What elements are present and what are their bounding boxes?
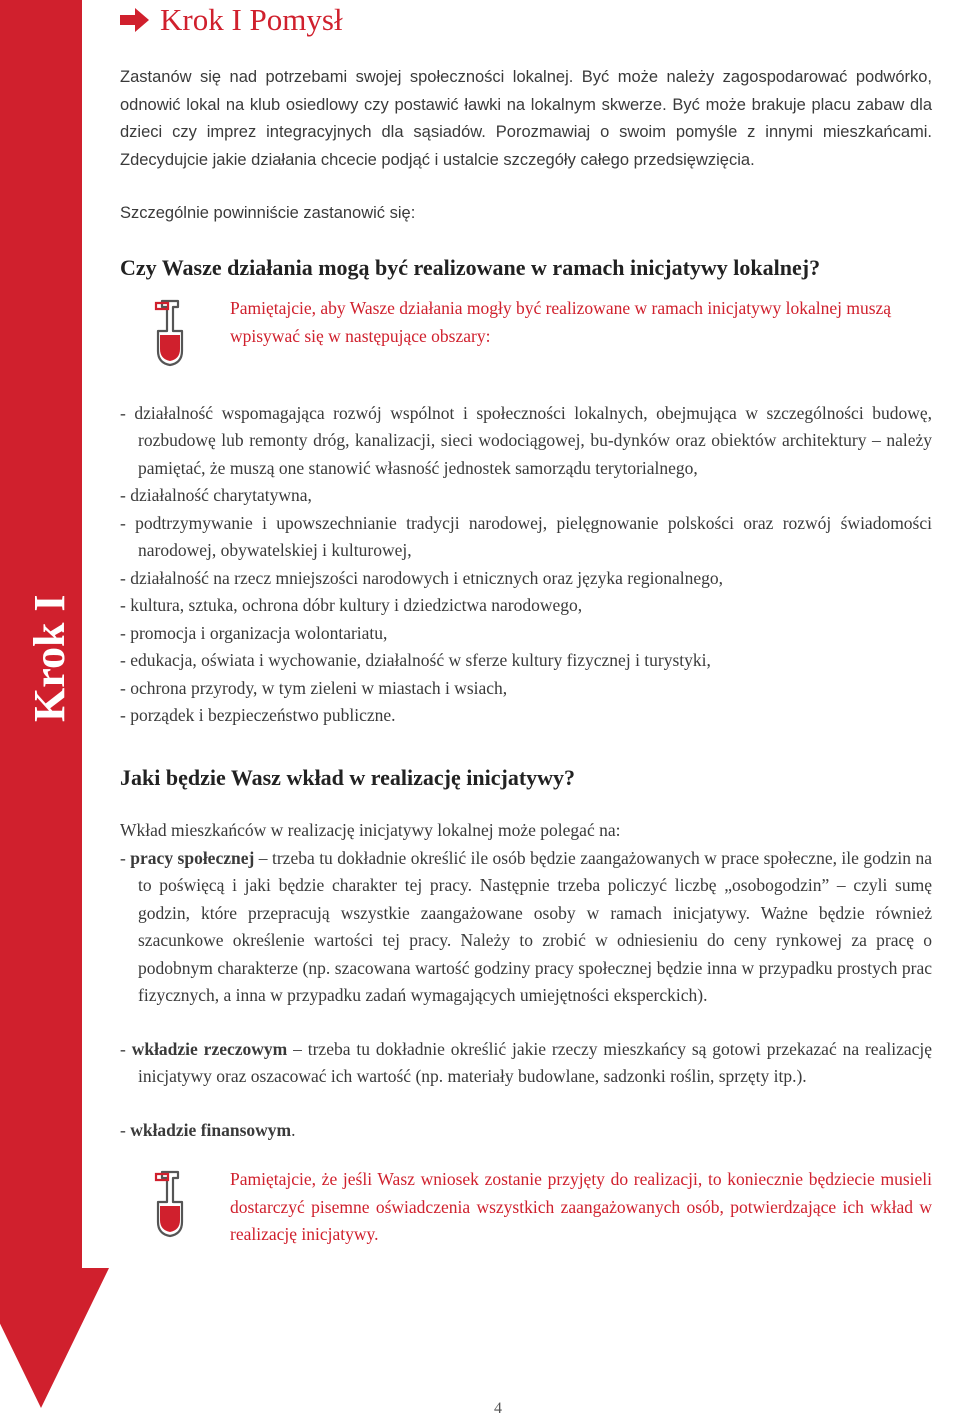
side-step-label: Krok I (25, 594, 74, 722)
contrib-desc: – trzeba tu dokładnie określić jakie rzeczy mieszkańcy są gotowi przekazać na realizację inicjatywy oraz oszacować ich wartość (np. materiały budowlane, sadzonki roślin, sprzęty itp.). (138, 1038, 932, 1086)
page-number: 4 (494, 1400, 502, 1417)
page-header (120, 2, 343, 38)
question-heading-2: Jaki będzie Wasz wkład w realizację inicjatywy? (120, 764, 576, 790)
contrib-term: wkładzie finansowym (130, 1119, 292, 1140)
contrib-term: pracy społecznej (130, 847, 255, 868)
contrib-intro: Wkład mieszkańców w realizację inicjatywy lokalnej może polegać na: (120, 820, 621, 840)
areas-list-item: - kultura, sztuka, ochrona dóbr kultury i dziedzictwa narodowego, (120, 592, 932, 620)
areas-list-item: - edukacja, oświata i wychowanie, działalność w sferze kultury fizycznej i turystyki, (120, 647, 932, 675)
contrib-prefix: - (120, 1119, 131, 1140)
consider-text: Szczególnie powinniście zastanowić się: (120, 204, 416, 222)
areas-list-item: - porządek i bezpieczeństwo publiczne. (120, 702, 932, 730)
areas-list-item: - promocja i organizacja wolontariatu, (120, 620, 932, 648)
main-content (120, 64, 932, 1249)
note-text-2: Pamiętajcie, że jeśli Wasz wniosek zostanie przyjęty do realizacji, to koniecznie będziecie musieli dostarczyć pisemne oświadczenia wszystkich zaangażowanych osób, potwierdzające ich wkład w realizację inicjatywy. (230, 1169, 932, 1244)
contrib-item-3 (120, 1117, 932, 1145)
contrib-item-2 (120, 1036, 932, 1091)
intro-line-2: brakuje placu zabaw dla dzieci czy imprez integracyjnych dla sąsiadów. Porozmawiaj o swoim pomyśle z innymi mieszkańcami. (120, 95, 933, 141)
areas-list (120, 400, 932, 730)
contrib-desc: . (291, 1119, 296, 1140)
contrib-prefix: - (120, 847, 131, 868)
contrib-prefix: - (120, 1038, 132, 1059)
page-title: Krok I Pomysł (160, 2, 343, 37)
intro-line-3: Zdecydujcie jakie działania chcecie podjąć i ustalcie szczegóły całego przedsięwzięcia. (120, 150, 755, 169)
areas-list-item: - ochrona przyrody, w tym zieleni w miastach i wsiach, (120, 675, 932, 703)
areas-list-item: - działalność na rzecz mniejszości narodowych i etnicznych oraz języka regionalnego, (120, 565, 932, 593)
areas-list-item: - działalność charytatywna, (120, 482, 932, 510)
intro-line-1: Zastanów się nad potrzebami swojej społeczności lokalnej. Być może należy zagospodarować podwórko, odnowić lokal na klub osiedlowy czy postawić ławki na lokalnym skwerze. Być może (120, 68, 932, 114)
areas-list-item: - działalność wspomagająca rozwój wspólnot i społeczności lokalnych, obejmująca w szczególności budowę, rozbudowę lub remonty dróg, kanalizacji, sieci wodociągowej, bu-dynków oraz obiektów architektury – należy pamiętać, że muszą one stanowić własność jednostek samorządu terytorialnego, (120, 400, 932, 483)
areas-list-item: - podtrzymywanie i upowszechnianie tradycji narodowej, pielęgnowanie polskości oraz rozwój świadomości narodowej, obywatelskiej i kulturowej, (120, 510, 932, 565)
shovel-icon (148, 295, 208, 376)
intro-paragraph (120, 64, 932, 174)
note-box-1 (120, 295, 932, 376)
contrib-item-1 (120, 845, 932, 1010)
contrib-term: wkładzie rzeczowym (131, 1038, 288, 1059)
shovel-icon (148, 1166, 208, 1247)
note-box-2 (120, 1166, 932, 1249)
question-heading-1: Czy Wasze działania mogą być realizowane w ramach inicjatywy lokalnej? (120, 254, 821, 280)
contrib-desc: – trzeba tu dokładnie określić ile osób będzie zaangażowanych w prace społeczne, ile godzin na to poświęcą i jaki będzie charakter tej pracy. Następnie trzeba policzyć liczbę „osobogodzin” – czyli sumę godzin, które przepracują wszystkie zaangażowane osoby w ramach inicjatywy. Ważne będzie również szacunkowe określenie wartości tej pracy. Należy to zrobić w odniesieniu do ceny rynkowej za pracę o podobnym charakterze (np. szacowana wartość godziny pracy społecznej będzie inna w przypadku prostych prac fizycznych, a inna w przypadku zadań wymagających umiejętności eksperckich). (138, 847, 932, 1005)
note-text-1: Pamiętajcie, aby Wasze działania mogły być realizowane w ramach inicjatywy lokalnej muszą wpisywać się w następujące obszary: (230, 298, 892, 346)
arrow-right-icon (120, 8, 150, 32)
